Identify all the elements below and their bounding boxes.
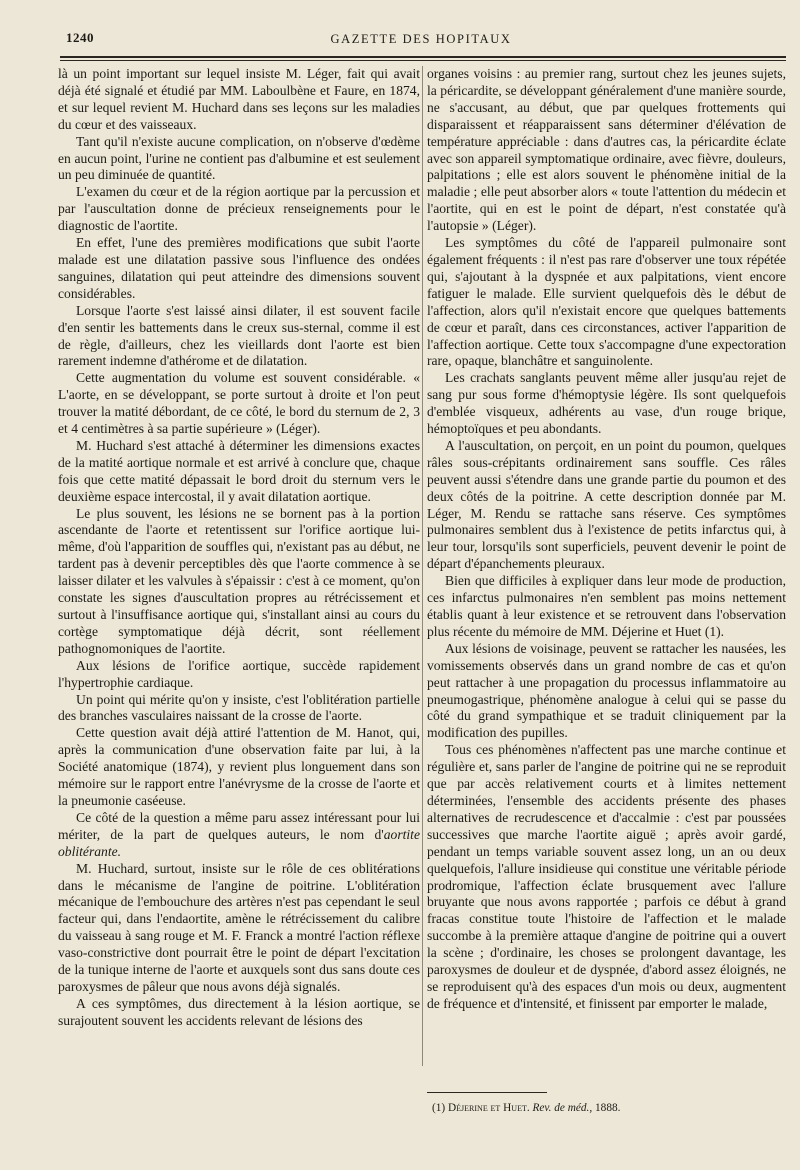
- paragraph: [58, 810, 420, 861]
- header-rule: [60, 56, 786, 58]
- paragraph: A ces symptômes, dus directement à la lésion aortique, se surajoutent souvent les accidents relevant de lésions des: [58, 995, 420, 1028]
- paragraph: Tant qu'il n'existe aucune complication, on n'observe d'œdème en aucun point, l'urine ne contient pas d'albumine et est seulement un peu diminuée de quantité.: [58, 133, 420, 183]
- footnote: [432, 1102, 782, 1114]
- italic-term: aortite oblitérante.: [58, 826, 420, 859]
- paragraph: Cette question avait déjà attiré l'attention de M. Hanot, qui, après la communication d'une observation faite par lui, à la Société anatomique (1874), y revient plus longuement dans son mémoire sur le rapport entre l'anévrysme de la crosse de l'aorte et la pneumonie caséeuse.: [58, 725, 420, 808]
- paragraph: Tous ces phénomènes n'affectent pas une marche continue et régulière et, sans parler de l'angine de poitrine qui ne se reproduit que par accès relativement courts et à limites nettement déterminées, l'ensemble des accidents présente des phases alternatives de recrudescence et d'accalmie : c'est par poussées successives que marche l'aortite aiguë ; après avoir gardé, pendant un temps variable souvent assez long, un an ou deux quelquefois, l'allure insidieuse qui constitue une véritable période prodromique, l'affection éclate brusquement avec l'allure bruyante que nous avons rapportée ; parfois ce début à grand fracas constitue toute l'histoire de l'affection et le malade succombe à la première attaque d'angine de poitrine qui a ouvert la scène ; d'ordinaire, les choses se prolongent davantage, les paroxysmes de douleur et de dyspnée, d'abord assez éloignés, ne se reproduisent qu'à des espaces d'un mois ou deux, augmentent de fréquence et d'intensité, et finissent par emporter le malade,: [427, 742, 786, 1011]
- left-column: [58, 66, 420, 1030]
- paragraph: organes voisins : au premier rang, surtout chez les jeunes sujets, la péricardite, se développant généralement d'une manière sourde, ne s'accusant, au début, que par quelques frottements qui disparaissent et réapparaissent sans déterminer d'élévation de température appréciable : dans d'autres cas, la péricardite éclate avec son appareil symptomatique ordinaire, avec fièvre, douleurs, palpitations ; elle est alors souvent le phénomène initial de la maladie ; elle peut absorber alors « toute l'attention du médecin et l'aortite, qui en est le point de départ, n'est constatée qu'à l'autopsie » (Léger).: [427, 66, 786, 234]
- running-title: GAZETTE DES HOPITAUX: [330, 32, 512, 46]
- footnote-marker: (1): [432, 1102, 448, 1114]
- paragraph: là un point important sur lequel insiste M. Léger, fait qui avait déjà été signalé et étudié par MM. Laboulbène et Faure, en 1874, et sur lequel revient M. Huchard dans ses leçons sur les maladies du cœur et des vaisseaux.: [58, 66, 420, 132]
- paragraph: M. Huchard s'est attaché à déterminer les dimensions exactes de la matité aortique normale et est arrivé à conclure que, chaque fois que cette matité dépassait le bord droit du sternum vers le deuxième espace intercostal, il y avait dilatation aortique.: [58, 437, 420, 504]
- paragraph-text: Ce côté de la question a même paru assez intéressant pour lui mériter, de la part de quelques auteurs, le nom d': [58, 809, 420, 842]
- paragraph: M. Huchard, surtout, insiste sur le rôle de ces oblitérations dans le mécanisme de l'angine de poitrine. L'oblitération mécanique de l'embouchure des artères n'est pas cependant le seul facteur qui, dans l'endaortite, amène le rétrécissement du calibre du vaisseau à sang rouge et M. F. Franck a montré l'action réflexe vaso-constrictive dont pourrait être le point de départ l'excitation de la tunique interne de l'aorte et auxquels sont dus sans doute ces paroxysmes de pâleur que nous avons déjà signalés.: [58, 860, 420, 994]
- header-rule-thin: [60, 60, 786, 61]
- footnote-year: 1888.: [592, 1102, 621, 1114]
- paragraph: Lorsque l'aorte s'est laissé ainsi dilater, il est souvent facile d'en sentir les battements dans le creux sus-sternal, comme il est de règle, d'ailleurs, chez les vieillards dont l'aorte est bien rarement indemne d'athérome et de dilatation.: [58, 302, 420, 369]
- footnote-authors: Déjerine et Huet.: [448, 1102, 530, 1114]
- paragraph: Le plus souvent, les lésions ne se bornent pas à la portion ascendante de l'aorte et retentissent sur l'orifice aortique lui-même, d'où l'apparition de souffles qui, n'existant pas au début, ne tardent pas à devenir perceptibles dès que l'aorte commence à se laisser dilater et les valvules à s'épaissir : c'est à ce moment, qu'on constate les signes d'auscultation propres au rétrécissement et surtout à l'insuffisance aortique qui, s'installant ainsi au cours du cortège symptomatique déjà décrit, sont réellement pathognomoniques de l'aortite.: [58, 505, 420, 656]
- column-divider: [422, 66, 423, 1066]
- paragraph: Un point qui mérite qu'on y insiste, c'est l'oblitération partielle des branches vasculaires naissant de la crosse de l'aorte.: [58, 691, 420, 724]
- paragraph: Aux lésions de voisinage, peuvent se rattacher les nausées, les vomissements observés dans un grand nombre de cas et qu'on peut rattacher à une propagation du processus inflammatoire au pneumogastrique, phénomène analogue à celui qui se passe du côté du grand sympathique et se traduit cliniquement par la modification des pupilles.: [427, 640, 786, 741]
- paragraph: Les crachats sanglants peuvent même aller jusqu'au rejet de sang pur sous forme d'hémoptysie légère. Ils sont quelquefois d'emblée visqueux, adhérents au vase, d'un rouge brique, hémoptoïques et peu abondants.: [427, 370, 786, 437]
- paragraph: Aux lésions de l'orifice aortique, succède rapidement l'hypertrophie cardiaque.: [58, 657, 420, 690]
- paragraph: En effet, l'une des premières modifications que subit l'aorte malade est une dilatation passive sous l'influence des ondées sanguines, dilatation qui peut atteindre des dimensions souvent considérables.: [58, 235, 420, 301]
- paragraph: A l'auscultation, on perçoit, en un point du poumon, quelques râles sous-crépitants ordinairement sans souffle. Ces râles peuvent aussi s'étendre dans une grande partie du poumon et des deux côtés de la poitrine. A cette description donnée par M. Léger, M. Rendu se rattache sans réserve. Ces symptômes pulmonaires semblent dus à l'existence de petits infarctus qui, à leur tour, lorsqu'ils sont superficiels, peuvent devenir le point de départ d'épanchements pleuraux.: [427, 437, 786, 572]
- page-number: 1240: [66, 30, 94, 45]
- right-column: [427, 66, 786, 1013]
- paragraph: Les symptômes du côté de l'appareil pulmonaire sont également fréquents : il n'est pas rare d'observer une toux répétée qui, s'ajoutant à la dyspnée et aux palpitations, vient encore fatiguer le malade. Elle survient quelquefois dès le début de l'affection, alors qu'il n'existait encore que quelques battements de cœur et paraît, dans ces circonstances, activer l'apparition de l'affection aortique. Cette toux s'accompagne d'une expectoration rare, opaque, blanchâtre et sanguinolente.: [427, 235, 786, 369]
- paragraph: L'examen du cœur et de la région aortique par la percussion et par l'auscultation donne de précieux renseignements pour le diagnostic de l'aortite.: [58, 184, 420, 234]
- page-header: [56, 28, 786, 56]
- paragraph: Cette augmentation du volume est souvent considérable. « L'aorte, en se développant, se porte surtout à droite et l'on peut trouver la matité débordant, de ce côté, le bord du sternum de 2, 3 et 4 centimètres à sa partie supérieure » (Léger).: [58, 370, 420, 437]
- footnote-source: Rev. de méd.,: [529, 1102, 593, 1114]
- footnote-rule: [427, 1092, 547, 1093]
- paragraph: Bien que difficiles à expliquer dans leur mode de production, ces infarctus pulmonaires n'en semblent pas moins nettement établis quant à leur existence et se retrouvent dans l'observation plus récente du mémoire de MM. Déjerine et Huet (1).: [427, 573, 786, 639]
